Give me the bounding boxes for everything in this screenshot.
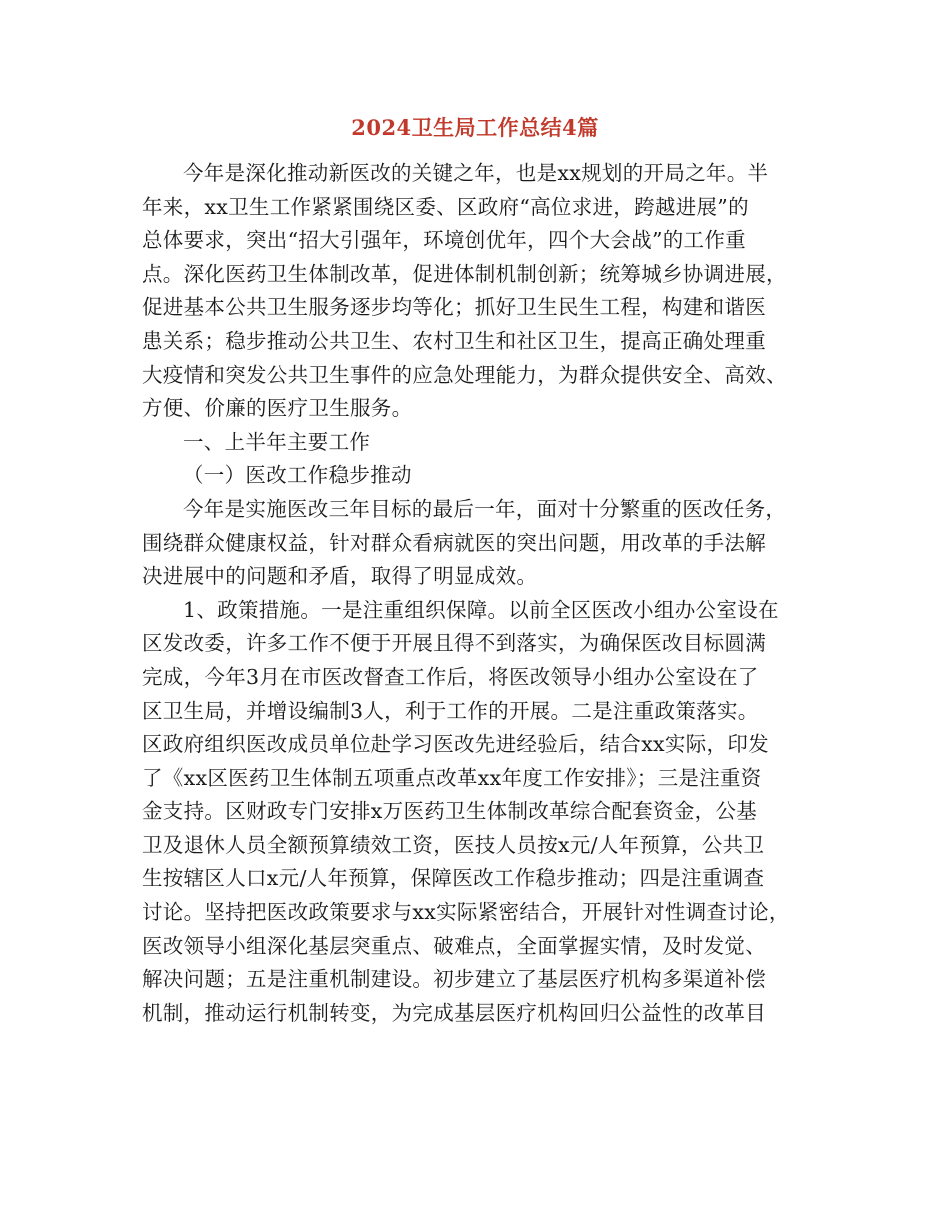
text-line: 区发改委，许多工作不便于开展且得不到落实，为确保医改目标圆满: [142, 631, 766, 656]
text-line: 完成，今年3月在市医改督查工作后，将医改领导小组办公室设在了: [142, 664, 759, 689]
text-line: 机制，推动运行机制转变，为完成基层医疗机构回归公益性的改革目: [142, 1000, 766, 1025]
text-line: 卫及退休人员全额预算绩效工资，医技人员按x元/人年预算，公共卫: [142, 832, 765, 857]
text-line: 生按辖区人口x元/人年预算，保障医改工作稳步推动；四是注重调查: [142, 866, 765, 891]
text-line: 点。深化医药卫生体制改革，促进体制机制创新；统筹城乡协调进展，: [142, 261, 787, 286]
text-line: 解决问题；五是注重机制建设。初步建立了基层医疗机构多渠道补偿: [142, 967, 766, 992]
text-line: 方便、价廉的医疗卫生服务。: [142, 396, 413, 421]
text-line: 围绕群众健康权益，针对群众看病就医的突出问题，用改革的手法解: [142, 530, 766, 555]
text-line: 促进基本公共卫生服务逐步均等化；抓好卫生民生工程，构建和谐医: [142, 295, 766, 320]
text-line: （一）医改工作稳步推动: [183, 463, 412, 488]
text-line: 一、上半年主要工作: [183, 429, 371, 454]
document-title: 2024卫生局工作总结4篇: [351, 115, 599, 140]
text-line: 今年是实施医改三年目标的最后一年，面对十分繁重的医改任务，: [183, 496, 787, 521]
text-line: 1、政策措施。一是注重组织保障。以前全区医改小组办公室设在: [183, 597, 779, 622]
text-line: 区卫生局，并增设编制3人，利于工作的开展。二是注重政策落实。: [142, 698, 759, 723]
text-line: 区政府组织医改成员单位赴学习医改先进经验后，结合xx实际，印发: [142, 732, 769, 757]
text-line: 年来，xx卫生工作紧紧围绕区委、区政府“高位求进，跨越进展”的: [142, 194, 749, 219]
text-line: 金支持。区财政专门安排x万医药卫生体制改革综合配套资金，公基: [142, 799, 758, 824]
text-line: 总体要求，突出“招大引强年，环境创优年，四个大会战”的工作重: [142, 228, 746, 253]
text-line: 医改领导小组深化基层突重点、破难点，全面掌握实情，及时发觉、: [142, 933, 766, 958]
text-line: 今年是深化推动新医改的关键之年，也是xx规划的开局之年。半: [183, 161, 769, 185]
text-line: 大疫情和突发公共卫生事件的应急处理能力，为群众提供安全、高效、: [142, 362, 787, 387]
text-line: 讨论。坚持把医改政策要求与xx实际紧密结合，开展针对性调查讨论，: [142, 900, 790, 925]
document-body: [142, 157, 807, 1030]
text-line: 了《xx区医药卫生体制五项重点改革xx年度工作安排》；三是注重资: [142, 765, 762, 790]
text-line: 决进展中的问题和矛盾，取得了明显成效。: [142, 564, 538, 589]
text-line: 患关系；稳步推动公共卫生、农村卫生和社区卫生，提高正确处理重: [142, 328, 766, 353]
